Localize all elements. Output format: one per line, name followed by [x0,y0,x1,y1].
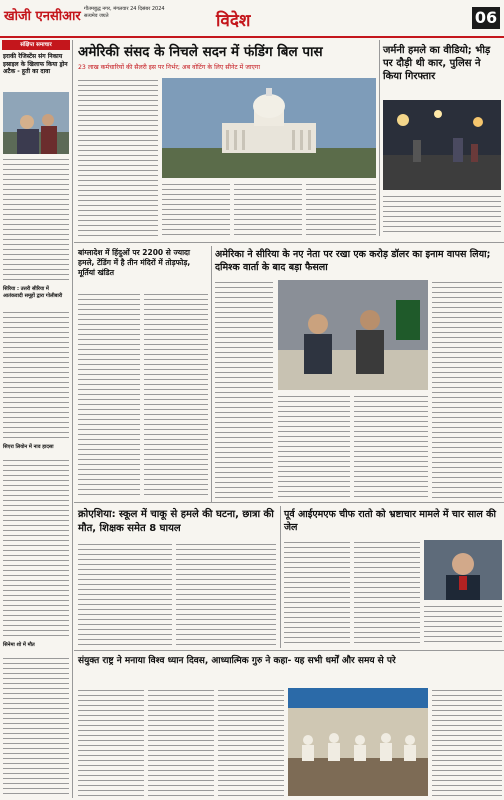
syria-photo-image [278,280,428,390]
sidebar-story-3-body [3,458,69,638]
un-yoga-photo [288,688,428,796]
sidebar [2,40,70,798]
un-yoga-body-3 [218,688,284,796]
un-yoga-photo-image [288,688,428,796]
croatia-body-1 [78,542,172,646]
croatia-headline: क्रोएशिया: स्कूल में चाकू से हमले की घटना, छात्रा की मौत, शिक्षक समेत 8 घायल [78,509,274,534]
sidebar-story-1-body [3,157,69,282]
germany-photo [383,100,501,190]
row3-divider [74,650,504,651]
sidebar-heading: संक्षिप्त समाचार [2,40,70,50]
lead-headline: अमेरिकी संसद के निचले सदन में फंडिंग बिल पास [78,44,323,60]
syria-headline: अमेरिका ने सीरिया के नए नेता पर रखा एक करोड़ डॉलर का इनाम वापस लिया; दमिश्क वार्ता के बाद बड़ा फैसला [215,249,491,273]
brazil-photo-image [424,540,502,600]
capitol-photo [162,78,376,178]
brazil-body-1 [284,540,350,646]
row1-divider [74,242,504,243]
croatia-divider [280,506,281,648]
germany-photo-image [383,100,501,190]
newspaper-brand: खोजी एनसीआर [4,9,81,24]
dateline-date: गौतमबुद्ध नगर, मंगलवार 24 दिसंबर 2024 [84,6,165,12]
sidebar-story-2-body [3,310,69,440]
syria-photo [278,280,428,390]
section-title: विदेश [216,11,251,31]
un-yoga-body-2 [148,688,214,796]
lead-body-col-1 [78,78,158,238]
un-yoga-body-1 [78,688,144,796]
syria-body-3 [354,394,428,498]
lead-body-col-4 [306,182,376,238]
syria-body-2 [278,394,350,498]
syria-body-1 [215,280,273,498]
lead-body-col-2 [162,182,230,238]
dateline-tagline: सत्यमेव जयते [84,13,109,19]
lead-body-col-3 [234,182,302,238]
bangladesh-body-1 [78,292,140,498]
lead-subhead: 23 लाख कर्मचारियों की सैलरी इस पर निर्भर; अब वोटिंग के लिए सीनेट में जाएगा [78,64,260,71]
brazil-headline: पूर्व आईएमएफ चीफ रातो को भ्रष्टाचार मामले में चार साल की जेल [284,509,496,533]
sidebar-photo-image [3,92,69,154]
row2-divider [74,502,504,503]
lead-photo [162,78,376,178]
brazil-body-2 [354,540,420,646]
bangladesh-body-2 [144,292,208,498]
sidebar-story-2-title: सिरिया : उत्तरी सीरिया में आतंकवादी समूहों द्वारा गोलीबारी [3,286,63,299]
bangladesh-divider [211,246,212,502]
sidebar-story-1-title: इराकी रेजिस्टेंस संग निकाय इस्राइल के खिलाफ किया ड्रोन अटैक - हूती का दावा [3,53,68,75]
syria-body-4 [432,280,502,498]
brazil-photo [424,540,502,600]
croatia-body-2 [176,542,276,646]
bangladesh-headline: बांग्लादेश में हिंदुओं पर 2200 से ज्यादा हमले, टेंडिंग में है तीन मंदिरों में तोड़फोड़, मूर्तियां खंडित [78,248,191,277]
sidebar-story-4-title: सिनेमा शो में मौत [3,642,35,648]
germany-divider [379,40,380,236]
sidebar-divider [72,40,73,798]
masthead [0,0,504,38]
sidebar-photo [3,92,69,154]
germany-headline: जर्मनी हमले का वीडियो; भीड़ पर दौड़ी थी कार, पुलिस ने किया गिरफ्तार [383,45,491,82]
un-yoga-headline: संयुक्त राष्ट्र ने मनाया विश्व ध्यान दिवस, आध्यात्मिक गुरु ने कहा- यह सभी धर्मों और समय से परे [78,656,396,666]
un-yoga-body-4 [432,688,502,796]
sidebar-story-3-title: सिएरा लियोन में नाव हादसा [3,444,54,450]
germany-body [383,194,501,236]
sidebar-story-4-body [3,656,69,794]
brazil-body-3 [424,604,502,646]
page-number: 06 [472,7,500,29]
